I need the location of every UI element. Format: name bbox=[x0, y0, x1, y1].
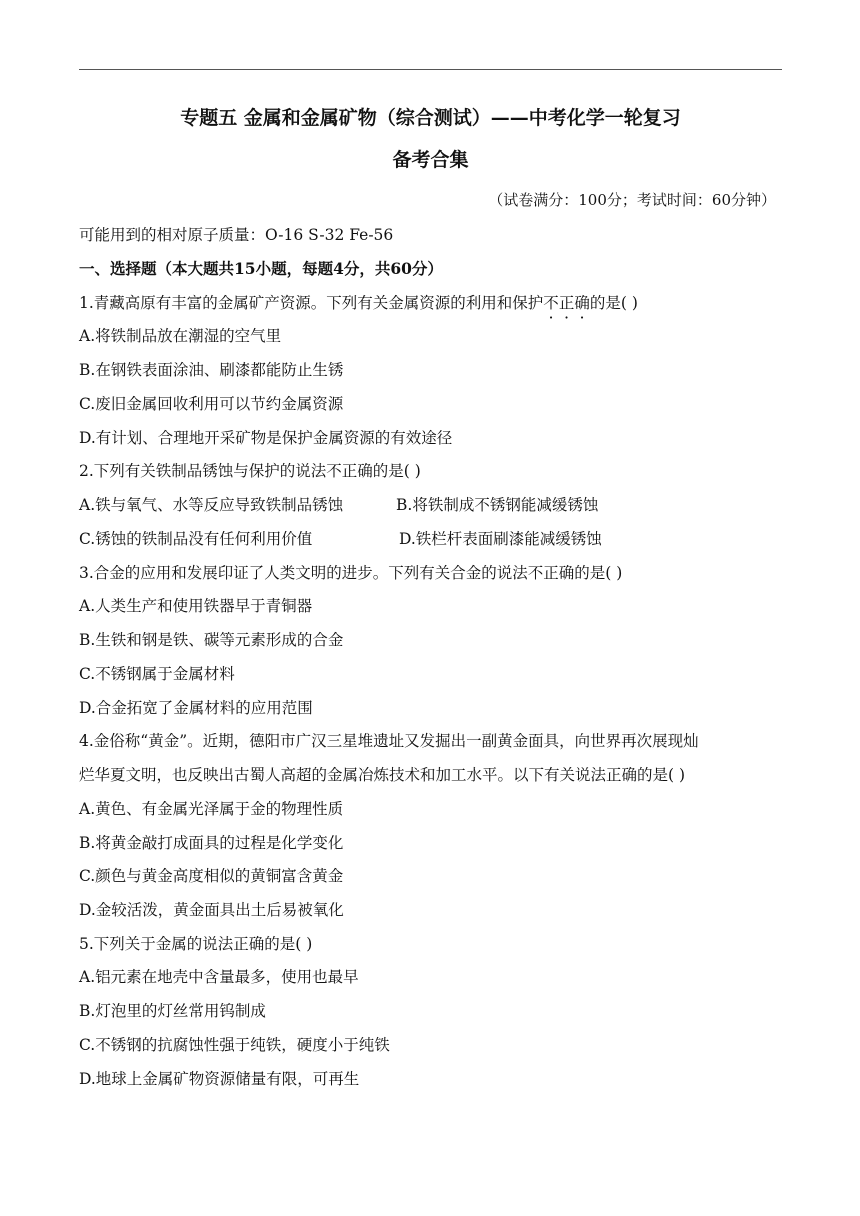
question-3-option-a: A.人类生产和使用铁器早于青铜器 bbox=[79, 597, 313, 615]
atomic-masses: 可能用到的相对原子质量：O-16 S-32 Fe-56 bbox=[79, 226, 394, 244]
question-5-option-c: C.不锈钢的抗腐蚀性强于纯铁，硬度小于纯铁 bbox=[79, 1036, 390, 1054]
emphasis-char: 正 bbox=[558, 294, 575, 312]
question-4-stem-continued: 烂华夏文明，也反映出古蜀人高超的金属冶炼技术和加工水平。以下有关说法正确的是( ) bbox=[79, 766, 686, 784]
question-2-options-row-2 bbox=[79, 528, 602, 550]
question-5-stem: 5.下列关于金属的说法正确的是( ) bbox=[79, 935, 313, 953]
question-5-option-b: B.灯泡里的灯丝常用钨制成 bbox=[79, 1002, 266, 1020]
question-3-option-c: C.不锈钢属于金属材料 bbox=[79, 665, 235, 683]
question-2-options-row-1 bbox=[79, 494, 598, 516]
question-2-stem: 2.下列有关铁制品锈蚀与保护的说法不正确的是( ) bbox=[79, 462, 421, 480]
question-3-stem: 3.合金的应用和发展印证了人类文明的进步。下列有关合金的说法不正确的是( ) bbox=[79, 564, 623, 582]
question-1-stem bbox=[79, 292, 638, 314]
question-1-option-b: B.在钢铁表面涂油、刷漆都能防止生锈 bbox=[79, 361, 344, 379]
question-1-option-d: D.有计划、合理地开采矿物是保护金属资源的有效途径 bbox=[79, 429, 453, 447]
question-2-option-d: D.铁栏杆表面刷漆能减缓锈蚀 bbox=[399, 530, 602, 548]
question-4-option-d: D.金较活泼，黄金面具出土后易被氧化 bbox=[79, 901, 344, 919]
emphasis-char: 不 bbox=[543, 294, 559, 312]
question-1-option-c: C.废旧金属回收利用可以节约金属资源 bbox=[79, 395, 344, 413]
page-title-line-2: 备考合集 bbox=[392, 149, 469, 171]
question-4-option-c: C.颜色与黄金高度相似的黄铜富含黄金 bbox=[79, 867, 344, 885]
question-1-stem-text: 1.青藏高原有丰富的金属矿产资源。下列有关金属资源的利用和保护 bbox=[79, 294, 544, 312]
page-title: 专题五 金属和金属矿物（综合测试）——中考化学一轮复习 bbox=[180, 107, 681, 129]
question-5-option-d: D.地球上金属矿物资源储量有限，可再生 bbox=[79, 1070, 360, 1088]
question-4-option-a: A.黄色、有金属光泽属于金的物理性质 bbox=[79, 800, 344, 818]
question-5-option-a: A.铝元素在地壳中含量最多，使用也最早 bbox=[79, 968, 359, 986]
question-1-stem-tail: 的是( ) bbox=[589, 294, 638, 312]
header-rule bbox=[79, 69, 782, 70]
emphasis-char: 确 bbox=[574, 294, 590, 312]
question-1-option-a: A.将铁制品放在潮湿的空气里 bbox=[79, 327, 282, 345]
question-3-option-d: D.合金拓宽了金属材料的应用范围 bbox=[79, 699, 313, 717]
question-2-option-a: A.铁与氧气、水等反应导致铁制品锈蚀 bbox=[79, 496, 344, 514]
question-4-stem: 4.金俗称“黄金”。近期，德阳市广汉三星堆遗址又发掘出一副黄金面具，向世界再次展现灿 bbox=[79, 732, 699, 750]
question-3-option-b: B.生铁和钢是铁、碳等元素形成的合金 bbox=[79, 631, 344, 649]
question-2-option-b: B.将铁制成不锈钢能减缓锈蚀 bbox=[396, 496, 599, 514]
question-4-option-b: B.将黄金敲打成面具的过程是化学变化 bbox=[79, 834, 344, 852]
section-heading: 一、选择题（本大题共15小题，每题4分，共60分） bbox=[79, 259, 443, 278]
question-2-option-c: C.锈蚀的铁制品没有任何利用价值 bbox=[79, 530, 313, 548]
exam-info: （试卷满分：100分；考试时间：60分钟） bbox=[488, 191, 776, 209]
